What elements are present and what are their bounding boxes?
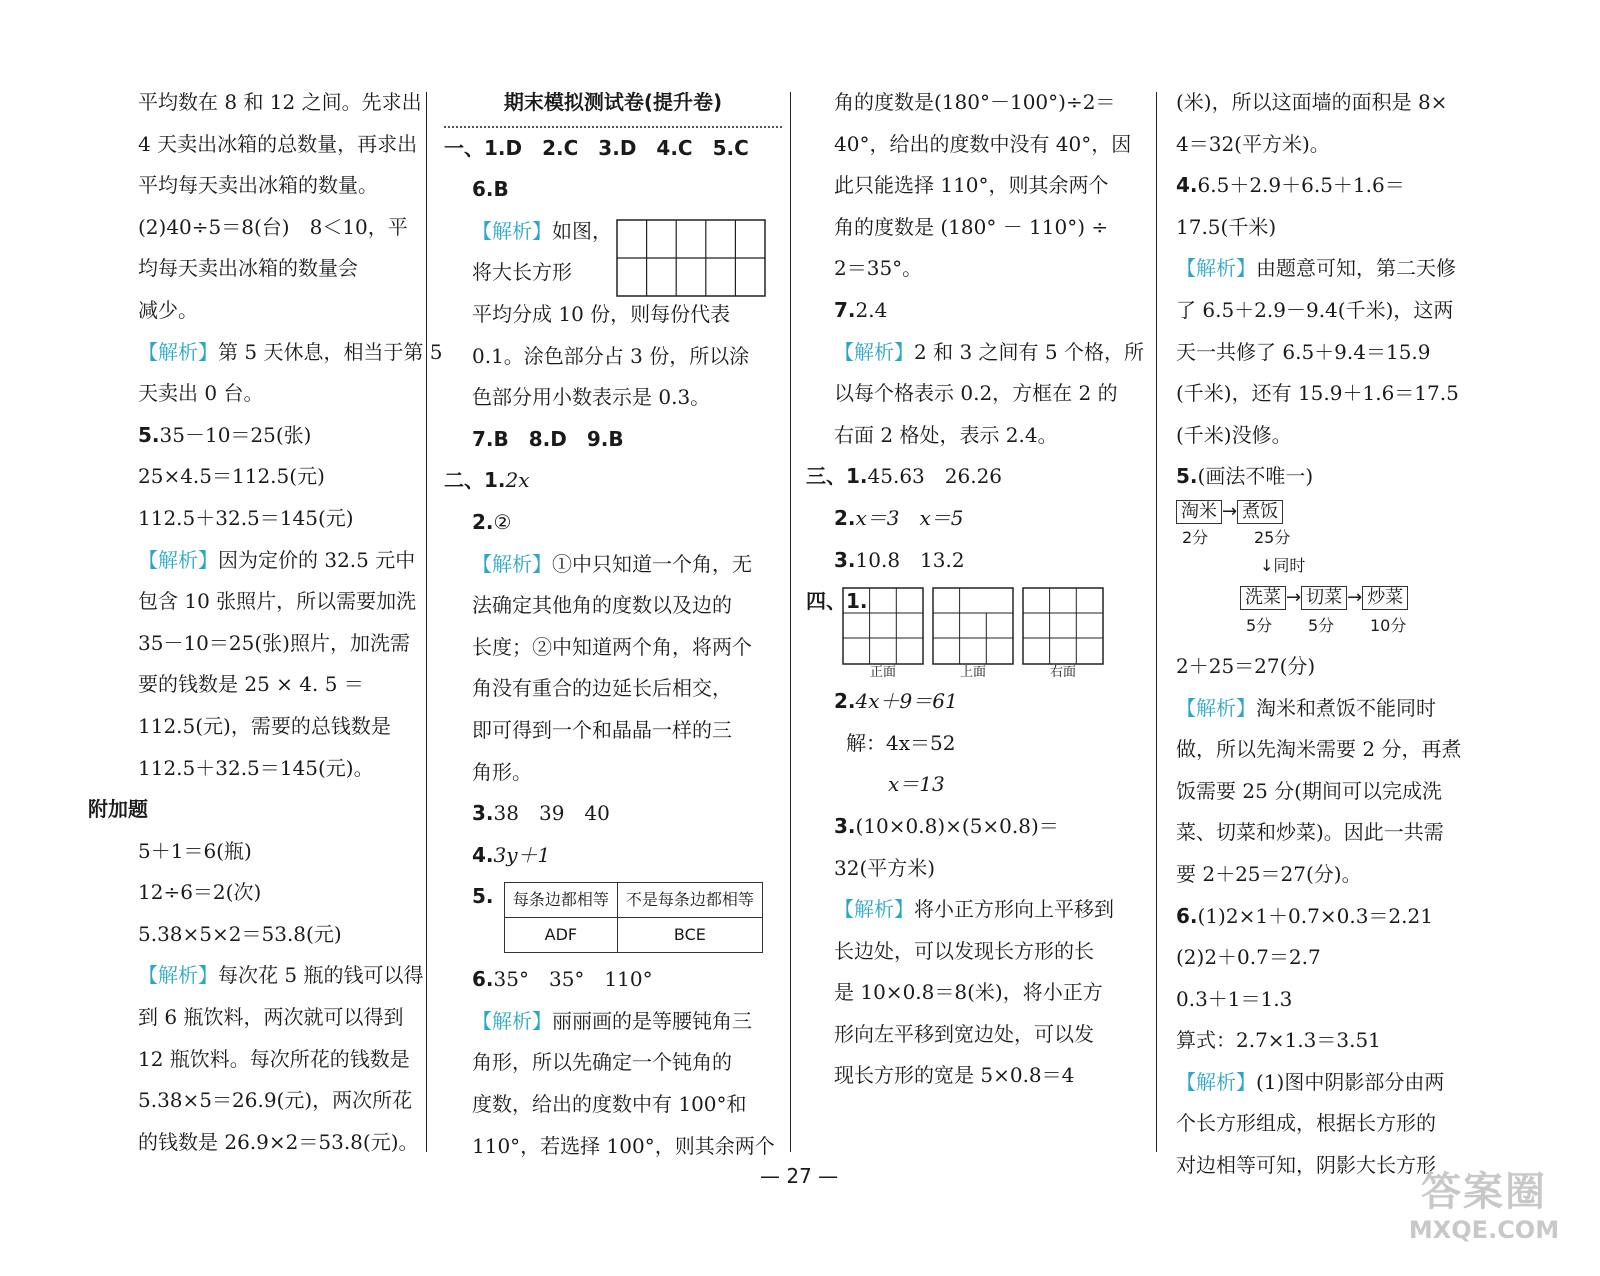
table-cell: BCE	[617, 918, 762, 953]
analysis-line: 【解析】如图，	[444, 211, 782, 253]
text-line: 角的度数是(180°－100°)÷2＝	[834, 90, 1116, 114]
text-line: 对边相等可知，阴影大长方形	[1176, 1153, 1436, 1178]
column-divider	[426, 92, 427, 1152]
text-line: (千米)，还有 15.9＋1.6＝17.5	[1176, 381, 1459, 406]
flow-step-fry-veg: 炒菜	[1362, 586, 1408, 610]
text-line: (2)40÷5＝8(台) 8＜10，平	[138, 214, 408, 239]
arrow-right-icon: →	[1347, 586, 1363, 608]
text-line: 25×4.5＝112.5(元)	[138, 464, 325, 489]
text-line: (千米)没修。	[1176, 422, 1292, 447]
flow-step-cut-veg: 切菜	[1301, 586, 1347, 610]
text-line: 4 天卖出冰箱的总数量，再求出	[138, 131, 418, 156]
text-line: 110°，若选择 100°，则其余两个	[472, 1133, 775, 1158]
text-line: 解：4x＝52	[846, 730, 956, 755]
analysis-line: 【解析】(1)图中阴影部分由两	[1176, 1069, 1445, 1094]
text-line: 长度；②中知道两个角，将两个	[472, 634, 752, 659]
text-line: 了 6.5＋2.9－9.4(千米)，这两	[1176, 297, 1454, 322]
text-line: 角没有重合的边延长后相交，	[472, 676, 732, 701]
arrow-right-icon: →	[1286, 586, 1302, 608]
analysis-tag: 【解析】	[1176, 1069, 1256, 1094]
text-line: 112.5(元)，需要的总钱数是	[138, 713, 391, 738]
answer-column-2: 期末模拟测试卷(提升卷) 一、1.D 2.C 3.D 4.C 5.C 6.B 【解析】如图， 将大长方形 平均分成 10 份，则每份代表 0.1。涂色部分占 3 份，所以涂 色部分用小数表示是 0.3。 7.B 8.D 9.B 二、1.2x 2.② 【解析】①中只知道一个角，无 法确定其他角的度数以及边的 长度；②中知道两个角，将两个 角没有重合的边延长后相交， 即可得到一个和晶晶一样的三 角形。 3.38 39 40 4.3y＋1 5. 每条边都相等 不是每条边都相等 ADF BCE 6.35° 35° 110° 【解析】丽丽画的是等腰钝角三 角形，所以先确定一个钝角的 度数，给出的度数中有 100°和 110°，若选择 100°，则其余两个	[444, 82, 782, 1167]
analysis-line: 【解析】2 和 3 之间有 5 个格，所	[834, 339, 1144, 364]
text-line: 的钱数是 26.9×2＝53.8(元)。	[138, 1129, 419, 1154]
text-line: 菜、切菜和炒菜)。因此一共需	[1176, 820, 1444, 845]
front-view: 正面	[842, 587, 924, 681]
text-line: 将大长方形	[472, 260, 572, 285]
top-view: 上面	[932, 587, 1014, 681]
text-line: 饭需要 25 分(期间可以完成洗	[1176, 778, 1442, 803]
analysis-tag: 【解析】	[1176, 695, 1256, 720]
text-line: 个长方形组成，根据长方形的	[1176, 1111, 1436, 1136]
column-divider	[790, 92, 791, 1152]
text-line: 右面 2 格处，表示 2.4。	[834, 422, 1058, 447]
text-line: 减少。	[138, 297, 198, 322]
three-views-figure	[842, 587, 1104, 681]
analysis-tag: 【解析】	[834, 897, 914, 922]
analysis-tag: 【解析】	[472, 1008, 552, 1033]
text-line: (2)2＋0.7＝2.7	[1176, 945, 1321, 970]
text-line: 做，所以先淘米需要 2 分，再煮	[1176, 737, 1462, 762]
text-line: 5.38×5×2＝53.8(元)	[138, 921, 342, 946]
text-line: 35－10＝25(张)照片，加洗需	[138, 630, 410, 655]
text-line: 算式：2.7×1.3＝3.51	[1176, 1028, 1381, 1053]
text-line: 112.5＋32.5＝145(元)	[138, 505, 354, 530]
text-line: 112.5＋32.5＝145(元)。	[138, 755, 374, 780]
text-line: 到 6 瓶饮料，两次就可以得到	[138, 1005, 404, 1030]
table-header: 不是每条边都相等	[617, 883, 762, 918]
analysis-tag: 【解析】	[472, 551, 552, 576]
text-line: 12 瓶饮料。每次所花的钱数是	[138, 1046, 410, 1071]
text-line: 32(平方米)	[834, 855, 936, 880]
text-line: 包含 10 张照片，所以需要加洗	[138, 589, 417, 614]
analysis-line: 【解析】第 5 天休息，相当于第 5	[138, 339, 443, 364]
text-line: 角形，所以先确定一个钝角的	[472, 1050, 732, 1075]
text-line: 即可得到一个和晶晶一样的三	[472, 717, 732, 742]
text-line: 度数，给出的度数中有 100°和	[472, 1092, 747, 1117]
exam-title: 期末模拟测试卷(提升卷)	[444, 82, 782, 128]
question-5: 5.35－10＝25(张)	[138, 422, 312, 447]
analysis-line: 【解析】淘米和煮饭不能同时	[1176, 695, 1436, 720]
text-line: 17.5(千米)	[1176, 214, 1277, 239]
arrow-right-icon: →	[1222, 500, 1238, 522]
table-header: 每条边都相等	[504, 883, 617, 918]
process-flowchart: 淘米 → 煮饭 2分 25分 ↓同时 洗菜 → 切菜 → 炒菜 5分 5分 10分	[1176, 498, 1476, 646]
text-line: 12÷6＝2(次)	[138, 880, 262, 905]
section-heading: 附加题	[88, 797, 148, 822]
text-line: 要的钱数是 25 × 4. 5 ＝	[138, 672, 364, 697]
text-line: 平均每天卖出冰箱的数量。	[138, 173, 378, 198]
analysis-tag: 【解析】	[834, 339, 914, 364]
mc-answers: 6.B	[472, 177, 509, 202]
text-line: 要 2＋25＝27(分)。	[1176, 861, 1362, 886]
text-line: 2＋25＝27(分)	[1176, 653, 1316, 678]
fill-answer: 2x	[505, 468, 530, 493]
mc-answers: 1.D 2.C 3.D 4.C 5.C	[484, 135, 749, 160]
analysis-tag: 【解析】	[138, 963, 218, 988]
text-line: 现长方形的宽是 5×0.8＝4	[834, 1063, 1075, 1088]
column-divider	[1156, 92, 1157, 1152]
text-line: 均每天卖出冰箱的数量会	[138, 256, 358, 281]
text-line: 0.3＋1＝1.3	[1176, 986, 1293, 1011]
text-line: (米)，所以这面墙的面积是 8×	[1176, 90, 1448, 114]
text-line: 平均数在 8 和 12 之间。先求出	[138, 90, 422, 114]
watermark-logo: 答案圈 MXQE.COM	[1408, 1169, 1560, 1244]
analysis-tag: 【解析】	[138, 339, 218, 364]
text-line: 天一共修了 6.5＋9.4＝15.9	[1176, 339, 1431, 364]
text-line: 形向左平移到宽边处，可以发	[834, 1021, 1094, 1046]
flow-step-wash-veg: 洗菜	[1240, 586, 1286, 610]
text-line: 平均分成 10 份，则每份代表	[472, 301, 731, 326]
table-cell: ADF	[504, 918, 617, 953]
flow-step-wash-rice: 淘米	[1176, 500, 1222, 524]
text-line: 以每个格表示 0.2，方框在 2 的	[834, 381, 1118, 406]
analysis-line: 【解析】将小正方形向上平移到	[834, 897, 1114, 922]
rectangle-grid-figure	[616, 219, 766, 297]
classification-table	[504, 882, 763, 953]
analysis-tag: 【解析】	[1176, 256, 1256, 281]
analysis-tag: 【解析】	[138, 547, 218, 572]
text-line: x＝13	[888, 772, 945, 797]
analysis-line: 【解析】丽丽画的是等腰钝角三	[472, 1008, 752, 1033]
text-line: 色部分用小数表示是 0.3。	[472, 385, 711, 410]
side-view-grid	[1022, 587, 1104, 665]
analysis-line: 【解析】因为定价的 32.5 元中	[138, 547, 416, 572]
text-line: 40°，给出的度数中没有 40°，因	[834, 131, 1132, 156]
text-line: 0.1。涂色部分占 3 份，所以涂	[472, 343, 750, 368]
answer-column-3: 角的度数是(180°－100°)÷2＝ 40°，给出的度数中没有 40°，因 此只能选择 110°，则其余两个 角的度数是 (180° － 110°) ÷ 2＝35°。 7.2.4 【解析】2 和 3 之间有 5 个格，所 以每个格表示 0.2，方框在 2 的 右面 2 格处，表示 2.4。 三、1.45.63 26.26 2.x＝3 x＝5 3.10.8 13.2 四、1. 正面 上面 右面 2.4x＋9＝61 解：4x＝52 x＝13 3.(10×0.8)×(5×0.8)＝ 32(平方米) 【解析】将小正方形向上平移到 长边处，可以发现长方形的长 是 10×0.8＝8(米)，将小正方 形向左平移到宽边处，可以发 现长方形的宽是 5×0.8＝4	[806, 82, 1136, 1097]
text-line: 角形。	[472, 759, 532, 784]
page-number: — 27 —	[760, 1164, 839, 1188]
analysis-tag: 【解析】	[472, 218, 552, 243]
top-view-grid	[932, 587, 1014, 665]
text-line: 长边处，可以发现长方形的长	[834, 938, 1094, 963]
text-line: 4＝32(平方米)。	[1176, 131, 1330, 156]
side-view: 右面	[1022, 587, 1104, 681]
text-line: 法确定其他角的度数以及边的	[472, 593, 732, 618]
text-line: 是 10×0.8＝8(米)，将小正方	[834, 980, 1103, 1005]
text-line: 2＝35°。	[834, 256, 923, 281]
text-line: 天卖出 0 台。	[138, 381, 264, 406]
text-line: 角的度数是 (180° － 110°) ÷	[834, 214, 1109, 239]
analysis-line: 【解析】每次花 5 瓶的钱可以得	[138, 963, 424, 988]
analysis-line: 【解析】①中只知道一个角，无	[472, 551, 752, 576]
answer-column-4: (米)，所以这面墙的面积是 8× 4＝32(平方米)。 4.6.5＋2.9＋6.5＋1.6＝ 17.5(千米) 【解析】由题意可知，第二天修 了 6.5＋2.9－9.4(千米)，这两 天一共修了 6.5＋9.4＝15.9 (千米)，还有 15.9＋1.6＝17.5 (千米)没修。 5.(画法不唯一) 淘米 → 煮饭 2分 25分 ↓同时 洗菜 → 切菜 → 炒菜 5分 5分 10分 2＋25＝27(分) 【解析】淘米和煮饭不能同时 做，所以先淘米需要 2 分，再煮 饭需要 25 分(期间可以完成洗 菜、切菜和炒菜)。因此一共需 要 2＋25＝27(分)。 6.(1)2×1＋0.7×0.3＝2.21 (2)2＋0.7＝2.7 0.3＋1＝1.3 算式：2.7×1.3＝3.51 【解析】(1)图中阴影部分由两 个长方形组成，根据长方形的 对边相等可知，阴影大长方形	[1176, 82, 1476, 1187]
flow-step-cook-rice: 煮饭	[1237, 500, 1283, 524]
analysis-line: 【解析】由题意可知，第二天修	[1176, 256, 1456, 281]
text-line: 5.38×5＝26.9(元)，两次所花	[138, 1088, 413, 1113]
text-line: 此只能选择 110°，则其余两个	[834, 173, 1109, 198]
mc-answers: 7.B 8.D 9.B	[472, 426, 624, 451]
simultaneous-label: ↓同时	[1260, 555, 1306, 575]
text-line: 5＋1＝6(瓶)	[138, 838, 252, 863]
answer-column-1	[88, 82, 443, 1163]
front-view-grid	[842, 587, 924, 665]
